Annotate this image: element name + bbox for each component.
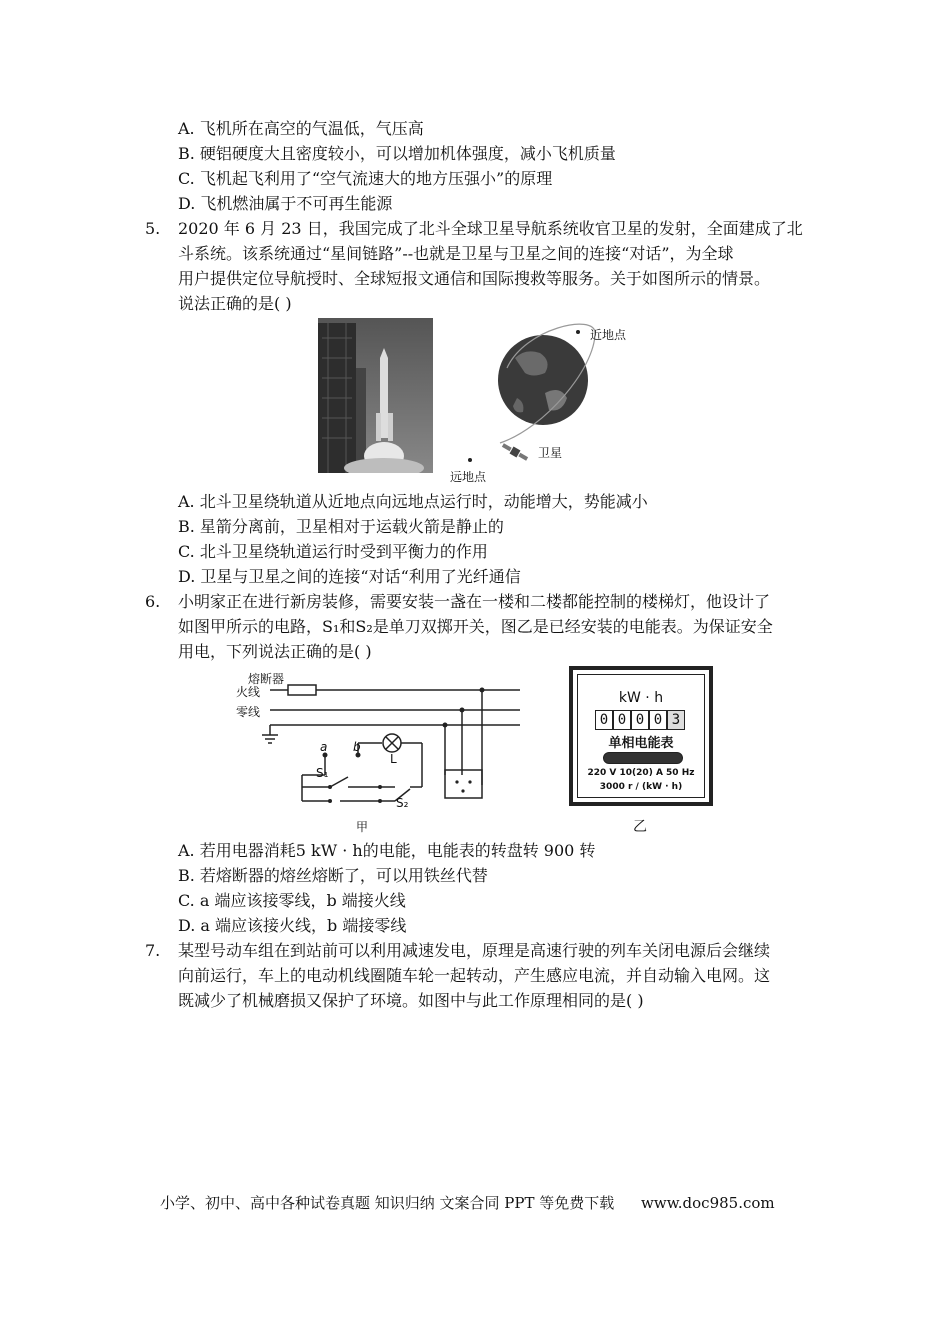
page-footer [160,1192,775,1213]
q4-option-b: B. 硬铝硬度大且密度较小，可以增加机体强度，减小飞机质量 [178,144,616,163]
q5-option-b: B. 星箭分离前，卫星相对于运载火箭是静止的 [178,517,504,536]
circuit-diagram [230,665,530,835]
meter-digit: 0 [595,710,613,730]
terminal-b-label: b [353,740,361,754]
q6-stem-line-1: 小明家正在进行新房装修，需要安装一盏在一楼和二楼都能控制的楼梯灯，他设计了 [178,592,771,611]
meter-title: 单相电能表 [608,736,674,751]
electricity-meter [569,666,713,806]
q5-stem-line-1: 2020 年 6 月 23 日，我国完成了北斗全球卫星导航系统收官卫星的发射，全面建成了北 [178,219,803,238]
meter-caption: 乙 [633,819,647,835]
meter-disc-window [603,752,683,764]
footer-text: 小学、初中、高中各种试卷真题 知识归纳 文案合同 PPT 等免费下载 [160,1194,615,1212]
rocket-launch-photo [318,318,433,473]
q4-option-c: C. 飞机起飞利用了“空气流速大的地方压强小”的原理 [178,169,553,188]
neutral-wire-label: 零线 [236,705,261,719]
meter-digit: 3 [667,710,685,730]
earth-orbit-diagram [445,318,645,488]
q6-option-b: B. 若熔断器的熔丝熔断了，可以用铁丝代替 [178,866,488,885]
q4-option-a: A. 飞机所在高空的气温低，气压高 [178,119,424,138]
q5-stem-line-2: 斗系统。该系统通过“星间链路”--也就是卫星与卫星之间的连接“对话”，为全球 [178,244,734,263]
switch-s1-label: S₁ [316,766,329,780]
q6-stem-line-3: 用电，下列说法正确的是( ) [178,642,372,661]
q5-stem-line-3: 用户提供定位导航授时、全球短报文通信和国际搜救等服务。关于如图所示的情景。 [178,269,771,288]
q7-stem-line-1: 某型号动车组在到站前可以利用减速发电，原理是高速行驶的列车关闭电源后会继续 [178,941,771,960]
q5-option-a: A. 北斗卫星绕轨道从近地点向远地点运行时，动能增大，势能减小 [178,492,648,511]
lamp-label: L [390,752,397,766]
footer-link[interactable]: www.doc985.com [641,1194,775,1212]
q6-option-a: A. 若用电器消耗5 kW · h的电能，电能表的转盘转 900 转 [178,841,596,860]
fuse-label: 熔断器 [248,672,285,686]
terminal-a-label: a [320,740,328,754]
meter-spec-1: 220 V 10(20) A 50 Hz [587,768,695,778]
q5-stem-line-4: 说法正确的是( ) [178,294,292,313]
meter-spec-2: 3000 r / (kW · h) [599,782,683,792]
switch-s2-label: S₂ [396,796,409,810]
meter-digits [595,710,685,730]
q5-option-c: C. 北斗卫星绕轨道运行时受到平衡力的作用 [178,542,488,561]
circuit-caption: 甲 [356,820,369,834]
meter-digit: 0 [631,710,649,730]
satellite-icon [500,440,530,464]
q5-number: 5. [145,219,161,238]
meter-unit: kW · h [618,690,664,706]
q6-option-c: C. a 端应该接零线，b 端接火线 [178,891,406,910]
q7-number: 7. [145,941,161,960]
meter-digit: 0 [649,710,667,730]
q6-number: 6. [145,592,161,611]
q7-stem-line-2: 向前运行，车上的电动机线圈随车轮一起转动，产生感应电流，并自动输入电网。这 [178,966,771,985]
q6-stem-line-2: 如图甲所示的电路，S₁和S₂是单刀双掷开关，图乙是已经安装的电能表。为保证安全 [178,617,773,636]
apogee-label: 远地点 [450,470,487,484]
live-wire-label: 火线 [236,685,261,699]
meter-digit: 0 [613,710,631,730]
q4-option-d: D. 飞机燃油属于不可再生能源 [178,194,393,213]
q5-option-d: D. 卫星与卫星之间的连接“对话“利用了光纤通信 [178,567,521,586]
q7-stem-line-3: 既减少了机械磨损又保护了环境。如图中与此工作原理相同的是( ) [178,991,644,1010]
q6-option-d: D. a 端应该接火线，b 端接零线 [178,916,407,935]
satellite-label: 卫星 [538,446,563,460]
perigee-label: 近地点 [590,328,627,342]
